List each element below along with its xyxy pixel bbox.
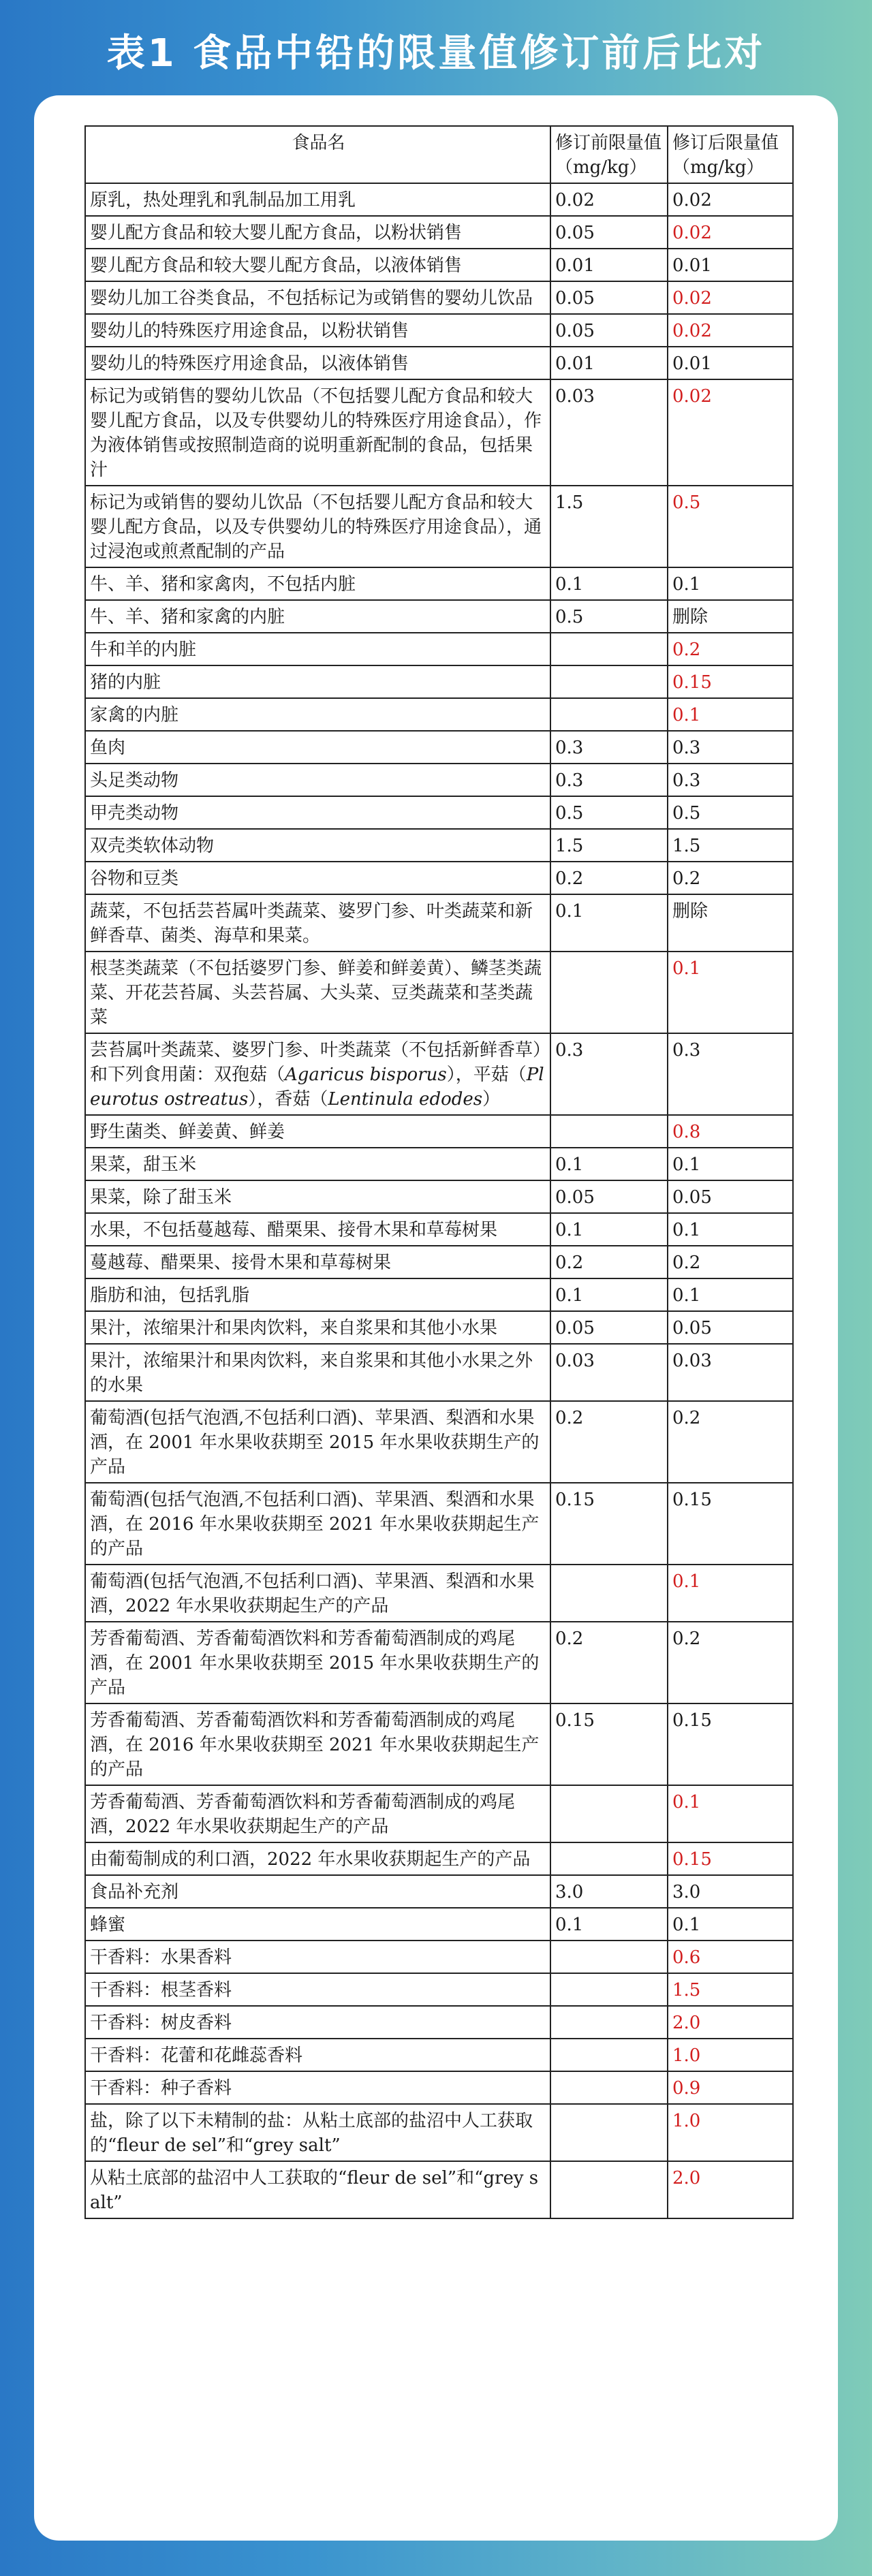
table-row: [85, 1115, 793, 1148]
before-limit-cell: 1.5: [550, 829, 668, 862]
table-row: [85, 1941, 793, 1973]
food-name-text: ），平菇（: [446, 1065, 527, 1085]
after-limit-cell: 3.0: [668, 1875, 793, 1908]
before-limit-cell: [550, 1973, 668, 2006]
before-limit-cell: 0.2: [550, 1401, 668, 1483]
before-limit-cell: [550, 1842, 668, 1875]
before-limit-cell: 0.02: [550, 183, 668, 216]
after-limit-cell: 0.1: [668, 1565, 793, 1622]
food-name-cell: 从粘土底部的盐沼中人工获取的“fleur de sel”和“grey salt”: [85, 2161, 550, 2218]
before-limit-cell: 3.0: [550, 1875, 668, 1908]
food-name-cell: 干香料：种子香料: [85, 2071, 550, 2104]
food-name-cell: 婴幼儿的特殊医疗用途食品，以粉状销售: [85, 314, 550, 347]
food-name-cell: 双壳类软体动物: [85, 829, 550, 862]
table-row: [85, 347, 793, 379]
before-limit-cell: [550, 1115, 668, 1148]
food-name-cell: 蔬菜，不包括芸苔属叶类蔬菜、婆罗门参、叶类蔬菜和新鲜香草、菌类、海草和果菜。: [85, 894, 550, 952]
after-limit-cell: 0.3: [668, 731, 793, 764]
before-limit-cell: [550, 2006, 668, 2039]
table-row: [85, 829, 793, 862]
food-name-cell: 水果，不包括蔓越莓、醋栗果、接骨木果和草莓树果: [85, 1213, 550, 1246]
food-name-cell: 蔓越莓、醋栗果、接骨木果和草莓树果: [85, 1246, 550, 1278]
before-limit-cell: [550, 952, 668, 1033]
after-limit-cell: 1.5: [668, 1973, 793, 2006]
food-name-cell: 婴幼儿加工谷类食品，不包括标记为或销售的婴幼儿饮品: [85, 281, 550, 314]
before-limit-cell: 0.2: [550, 862, 668, 894]
after-limit-cell: 0.5: [668, 486, 793, 567]
before-limit-cell: [550, 698, 668, 731]
after-limit-cell: 0.01: [668, 347, 793, 379]
food-name-cell: 蜂蜜: [85, 1908, 550, 1941]
food-name-cell: 果菜，甜玉米: [85, 1148, 550, 1180]
table-row: [85, 2104, 793, 2161]
before-limit-cell: 0.01: [550, 249, 668, 281]
after-limit-cell: 0.2: [668, 1622, 793, 1703]
after-limit-cell: 0.2: [668, 633, 793, 665]
before-limit-cell: 0.1: [550, 1213, 668, 1246]
before-limit-cell: 0.01: [550, 347, 668, 379]
food-name-cell: 野生菌类、鲜姜黄、鲜姜: [85, 1115, 550, 1148]
table-row: [85, 379, 793, 486]
after-limit-cell: 0.1: [668, 1785, 793, 1842]
after-limit-cell: 2.0: [668, 2161, 793, 2218]
header-after-limit: 修订后限量值（mg/kg）: [668, 126, 793, 183]
before-limit-cell: [550, 1565, 668, 1622]
food-name-text: 芸苔属叶类蔬菜、婆罗门参、叶类蔬菜（不包括新鲜香草）和下列食用菌：双孢菇（: [90, 1040, 542, 1085]
table-header-row: [85, 126, 793, 183]
before-limit-cell: 1.5: [550, 486, 668, 567]
food-name-cell: 芳香葡萄酒、芳香葡萄酒饮料和芳香葡萄酒制成的鸡尾酒，2022 年水果收获期起生产的产品: [85, 1785, 550, 1842]
page-title: 表1 食品中铅的限量值修订前后比对: [106, 31, 766, 76]
food-name-cell: 牛和羊的内脏: [85, 633, 550, 665]
table-row: [85, 2039, 793, 2071]
before-limit-cell: [550, 2071, 668, 2104]
before-limit-cell: 0.1: [550, 894, 668, 952]
after-limit-cell: 删除: [668, 894, 793, 952]
after-limit-cell: 0.1: [668, 1213, 793, 1246]
before-limit-cell: 0.15: [550, 1483, 668, 1565]
table-row: [85, 216, 793, 249]
after-limit-cell: 0.15: [668, 1483, 793, 1565]
table-row: [85, 249, 793, 281]
food-name-cell: 葡萄酒(包括气泡酒,不包括利口酒)、苹果酒、梨酒和水果酒，在 2016 年水果收获期至 2021 年水果收获期起生产的产品: [85, 1483, 550, 1565]
food-name-cell: 芳香葡萄酒、芳香葡萄酒饮料和芳香葡萄酒制成的鸡尾酒，在 2001 年水果收获期至 2015 年水果收获期生产的产品: [85, 1622, 550, 1703]
food-name-cell: 果汁，浓缩果汁和果肉饮料，来自浆果和其他小水果之外的水果: [85, 1344, 550, 1401]
table-row: [85, 2161, 793, 2218]
after-limit-cell: 0.01: [668, 249, 793, 281]
before-limit-cell: 0.5: [550, 600, 668, 633]
before-limit-cell: 0.3: [550, 1033, 668, 1115]
table-row: [85, 1246, 793, 1278]
table-row: [85, 1033, 793, 1115]
food-name-cell: 芳香葡萄酒、芳香葡萄酒饮料和芳香葡萄酒制成的鸡尾酒，在 2016 年水果收获期至 2021 年水果收获期起生产的产品: [85, 1703, 550, 1785]
food-name-cell: 牛、羊、猪和家禽的内脏: [85, 600, 550, 633]
table-row: [85, 183, 793, 216]
after-limit-cell: 0.05: [668, 1180, 793, 1213]
after-limit-cell: 1.5: [668, 829, 793, 862]
table-row: [85, 698, 793, 731]
food-name-cell: 谷物和豆类: [85, 862, 550, 894]
header-before-limit: 修订前限量值（mg/kg）: [550, 126, 668, 183]
table-row: [85, 1148, 793, 1180]
food-name-cell: 食品补充剂: [85, 1875, 550, 1908]
after-limit-cell: 0.15: [668, 1703, 793, 1785]
before-limit-cell: 0.2: [550, 1622, 668, 1703]
table-row: [85, 764, 793, 796]
after-limit-cell: 2.0: [668, 2006, 793, 2039]
before-limit-cell: [550, 1941, 668, 1973]
after-limit-cell: 0.03: [668, 1344, 793, 1401]
before-limit-cell: 0.3: [550, 764, 668, 796]
before-limit-cell: 0.03: [550, 1344, 668, 1401]
before-limit-cell: 0.1: [550, 1908, 668, 1941]
table-row: [85, 486, 793, 567]
food-name-cell: 盐，除了以下未精制的盐：从粘土底部的盐沼中人工获取的“fleur de sel”和“grey salt”: [85, 2104, 550, 2161]
after-limit-cell: 0.9: [668, 2071, 793, 2104]
before-limit-cell: [550, 2039, 668, 2071]
food-name-cell: 标记为或销售的婴幼儿饮品（不包括婴儿配方食品和较大婴儿配方食品，以及专供婴幼儿的特殊医疗用途食品），作为液体销售或按照制造商的说明重新配制的食品，包括果汁: [85, 379, 550, 486]
before-limit-cell: 0.1: [550, 567, 668, 600]
after-limit-cell: 1.0: [668, 2039, 793, 2071]
food-name-cell: 根茎类蔬菜（不包括婆罗门参、鲜姜和鲜姜黄）、鳞茎类蔬菜、开花芸苔属、头芸苔属、大头菜、豆类蔬菜和茎类蔬菜: [85, 952, 550, 1033]
latin-name: Pleurotus ostreatus: [90, 1065, 544, 1110]
after-limit-cell: 0.2: [668, 1246, 793, 1278]
table-row: [85, 952, 793, 1033]
before-limit-cell: 0.3: [550, 731, 668, 764]
after-limit-cell: 0.02: [668, 314, 793, 347]
food-name-cell: 婴幼儿的特殊医疗用途食品，以液体销售: [85, 347, 550, 379]
food-name-cell: 干香料：根茎香料: [85, 1973, 550, 2006]
table-row: [85, 1180, 793, 1213]
before-limit-cell: 0.03: [550, 379, 668, 486]
after-limit-cell: 0.3: [668, 1033, 793, 1115]
after-limit-cell: 0.1: [668, 698, 793, 731]
table-row: [85, 314, 793, 347]
latin-name: Lentinula edodes: [328, 1089, 483, 1110]
table-row: [85, 1703, 793, 1785]
after-limit-cell: 0.8: [668, 1115, 793, 1148]
food-name-cell: 葡萄酒(包括气泡酒,不包括利口酒)、苹果酒、梨酒和水果酒，2022 年水果收获期起生产的产品: [85, 1565, 550, 1622]
table-row: [85, 567, 793, 600]
food-name-cell: 干香料：花蕾和花雌蕊香料: [85, 2039, 550, 2071]
before-limit-cell: [550, 633, 668, 665]
after-limit-cell: 0.15: [668, 1842, 793, 1875]
after-limit-cell: 0.05: [668, 1311, 793, 1344]
after-limit-cell: 0.1: [668, 1278, 793, 1311]
table-card: [34, 95, 838, 2541]
table-row: [85, 600, 793, 633]
before-limit-cell: 0.15: [550, 1703, 668, 1785]
food-name-cell: 果菜，除了甜玉米: [85, 1180, 550, 1213]
table-row: [85, 1622, 793, 1703]
table-row: [85, 796, 793, 829]
table-row: [85, 862, 793, 894]
before-limit-cell: [550, 2104, 668, 2161]
table-row: [85, 1973, 793, 2006]
food-name-cell: 果汁，浓缩果汁和果肉饮料，来自浆果和其他小水果: [85, 1311, 550, 1344]
table-row: [85, 1344, 793, 1401]
before-limit-cell: 0.05: [550, 281, 668, 314]
table-row: [85, 1908, 793, 1941]
food-name-cell: 婴儿配方食品和较大婴儿配方食品，以粉状销售: [85, 216, 550, 249]
before-limit-cell: [550, 665, 668, 698]
after-limit-cell: 1.0: [668, 2104, 793, 2161]
table-row: [85, 2071, 793, 2104]
food-name-cell: 脂肪和油，包括乳脂: [85, 1278, 550, 1311]
food-name-cell: 甲壳类动物: [85, 796, 550, 829]
after-limit-cell: 0.02: [668, 379, 793, 486]
after-limit-cell: 0.02: [668, 183, 793, 216]
table-row: [85, 1213, 793, 1246]
food-name-cell: 原乳，热处理乳和乳制品加工用乳: [85, 183, 550, 216]
after-limit-cell: 0.5: [668, 796, 793, 829]
after-limit-cell: 删除: [668, 600, 793, 633]
after-limit-cell: 0.1: [668, 1148, 793, 1180]
food-name-cell: 头足类动物: [85, 764, 550, 796]
before-limit-cell: 0.05: [550, 1311, 668, 1344]
lead-limit-table: [84, 125, 794, 2219]
table-row: [85, 894, 793, 952]
before-limit-cell: [550, 1785, 668, 1842]
after-limit-cell: 0.02: [668, 281, 793, 314]
food-name-cell: 鱼肉: [85, 731, 550, 764]
food-name-cell: 干香料：树皮香料: [85, 2006, 550, 2039]
food-name-text: ）: [482, 1089, 501, 1110]
before-limit-cell: 0.05: [550, 1180, 668, 1213]
table-row: [85, 1785, 793, 1842]
food-name-cell: 由葡萄制成的利口酒，2022 年水果收获期起生产的产品: [85, 1842, 550, 1875]
table-row: [85, 1565, 793, 1622]
food-name-cell: [85, 1033, 550, 1115]
table-row: [85, 281, 793, 314]
table-row: [85, 1483, 793, 1565]
food-name-cell: 猪的内脏: [85, 665, 550, 698]
table-row: [85, 1278, 793, 1311]
food-name-cell: 婴儿配方食品和较大婴儿配方食品，以液体销售: [85, 249, 550, 281]
table-row: [85, 1401, 793, 1483]
food-name-cell: 牛、羊、猪和家禽肉，不包括内脏: [85, 567, 550, 600]
table-row: [85, 1842, 793, 1875]
after-limit-cell: 0.2: [668, 1401, 793, 1483]
after-limit-cell: 0.1: [668, 952, 793, 1033]
table-row: [85, 2006, 793, 2039]
latin-name: Agaricus bisporus: [285, 1065, 447, 1085]
before-limit-cell: 0.5: [550, 796, 668, 829]
table-row: [85, 633, 793, 665]
header-food-name: 食品名: [85, 126, 550, 183]
table-row: [85, 665, 793, 698]
before-limit-cell: 0.2: [550, 1246, 668, 1278]
food-name-cell: 家禽的内脏: [85, 698, 550, 731]
before-limit-cell: 0.05: [550, 314, 668, 347]
food-name-cell: 干香料：水果香料: [85, 1941, 550, 1973]
table-body: [85, 183, 793, 2218]
after-limit-cell: 0.2: [668, 862, 793, 894]
after-limit-cell: 0.15: [668, 665, 793, 698]
after-limit-cell: 0.1: [668, 1908, 793, 1941]
after-limit-cell: 0.02: [668, 216, 793, 249]
after-limit-cell: 0.6: [668, 1941, 793, 1973]
table-row: [85, 1311, 793, 1344]
after-limit-cell: 0.1: [668, 567, 793, 600]
before-limit-cell: [550, 2161, 668, 2218]
after-limit-cell: 0.3: [668, 764, 793, 796]
before-limit-cell: 0.1: [550, 1148, 668, 1180]
before-limit-cell: 0.1: [550, 1278, 668, 1311]
table-row: [85, 1875, 793, 1908]
food-name-cell: 葡萄酒(包括气泡酒,不包括利口酒)、苹果酒、梨酒和水果酒，在 2001 年水果收获期至 2015 年水果收获期生产的产品: [85, 1401, 550, 1483]
table-row: [85, 731, 793, 764]
food-name-cell: 标记为或销售的婴幼儿饮品（不包括婴儿配方食品和较大婴儿配方食品，以及专供婴幼儿的特殊医疗用途食品），通过浸泡或煎煮配制的产品: [85, 486, 550, 567]
food-name-text: ），香菇（: [248, 1089, 328, 1110]
before-limit-cell: 0.05: [550, 216, 668, 249]
